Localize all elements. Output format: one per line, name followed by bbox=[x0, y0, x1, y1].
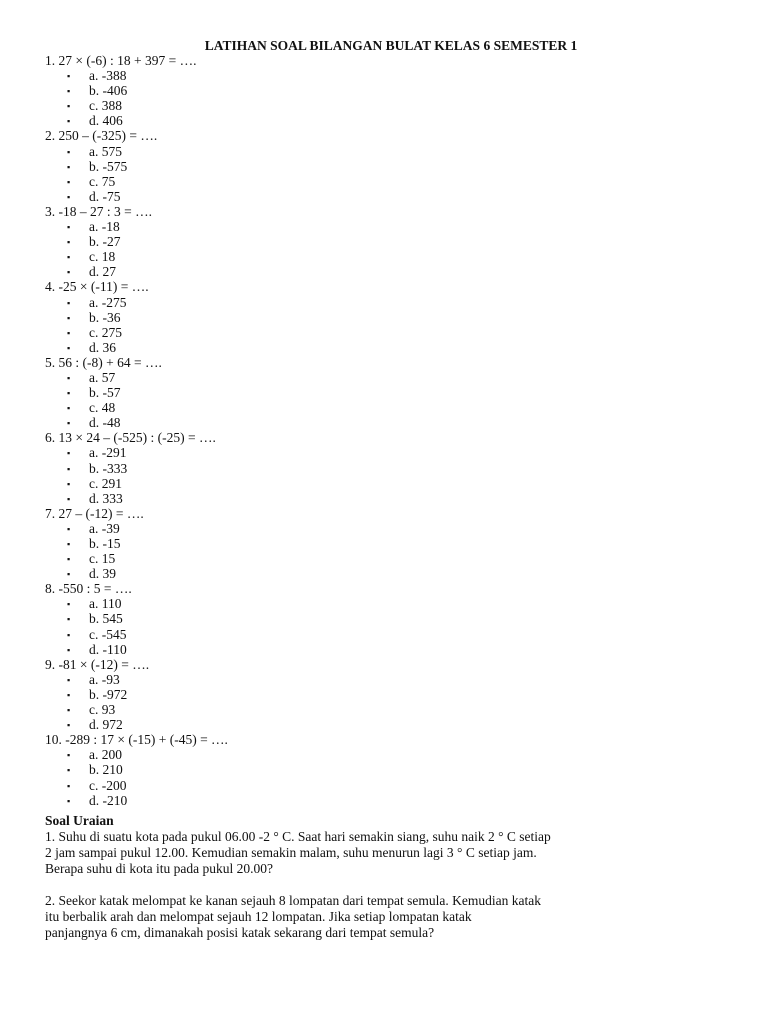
option-label: a. -275 bbox=[89, 294, 127, 310]
option-label: b. -15 bbox=[89, 536, 121, 551]
answer-option bbox=[45, 249, 228, 264]
bullet-icon: ▪ bbox=[67, 342, 71, 353]
bullet-icon: ▪ bbox=[67, 750, 71, 761]
bullet-icon: ▪ bbox=[67, 116, 71, 127]
option-label: c. 291 bbox=[89, 475, 122, 491]
question-2: 2. 250 – (-325) = …. bbox=[45, 128, 158, 144]
bullet-icon: ▪ bbox=[67, 222, 71, 233]
answer-option bbox=[45, 778, 228, 793]
bullet-icon: ▪ bbox=[67, 569, 71, 580]
answer-option bbox=[45, 445, 228, 460]
answer-option bbox=[45, 83, 228, 98]
bullet-icon: ▪ bbox=[67, 146, 71, 157]
option-label: b. -36 bbox=[89, 309, 121, 325]
option-label: a. -93 bbox=[89, 671, 120, 687]
answer-option bbox=[45, 596, 228, 611]
bullet-icon: ▪ bbox=[67, 312, 71, 323]
option-label: a. -18 bbox=[89, 219, 120, 235]
question-3: 3. -18 – 27 : 3 = …. bbox=[45, 203, 152, 219]
answer-option bbox=[45, 702, 228, 717]
bullet-icon: ▪ bbox=[67, 705, 71, 716]
option-label: d. -75 bbox=[89, 188, 121, 204]
bullet-icon: ▪ bbox=[67, 523, 71, 534]
answer-option bbox=[45, 672, 228, 687]
bullet-icon: ▪ bbox=[67, 539, 71, 549]
option-label: c. -545 bbox=[89, 626, 127, 642]
option-label: a. -39 bbox=[89, 520, 120, 536]
answer-option bbox=[45, 536, 228, 551]
answer-option bbox=[45, 627, 228, 642]
bullet-icon: ▪ bbox=[67, 689, 71, 700]
option-label: d. 27 bbox=[89, 264, 116, 280]
answer-option bbox=[45, 68, 228, 83]
bullet-icon: ▪ bbox=[67, 372, 71, 383]
essay-section bbox=[45, 809, 625, 941]
question-8: 8. -550 : 5 = …. bbox=[45, 581, 132, 597]
question-6: 6. 13 × 24 – (-525) : (-25) = …. bbox=[45, 430, 216, 446]
bullet-icon: ▪ bbox=[67, 252, 71, 263]
bullet-icon: ▪ bbox=[67, 388, 71, 399]
answer-option bbox=[45, 385, 228, 400]
option-label: d. 333 bbox=[89, 490, 123, 506]
bullet-icon: ▪ bbox=[67, 478, 71, 489]
bullet-icon: ▪ bbox=[67, 644, 71, 655]
option-label: b. -333 bbox=[89, 460, 128, 476]
option-label: d. 406 bbox=[89, 113, 123, 129]
answer-option bbox=[45, 491, 228, 506]
question-1: 1. 27 × (-6) : 18 + 397 = …. bbox=[45, 53, 197, 68]
option-label: b. -57 bbox=[89, 385, 121, 401]
page-title: LATIHAN SOAL BILANGAN BULAT KELAS 6 SEMESTER 1 bbox=[204, 38, 578, 53]
answer-option bbox=[45, 400, 228, 415]
option-label: b. -575 bbox=[89, 158, 128, 174]
answer-option bbox=[45, 370, 228, 385]
answer-option bbox=[45, 476, 228, 491]
answer-option bbox=[45, 340, 228, 355]
option-label: c. -200 bbox=[89, 777, 127, 793]
bullet-icon: ▪ bbox=[67, 237, 71, 248]
answer-option bbox=[45, 551, 228, 566]
answer-option bbox=[45, 174, 228, 189]
question-10: 10. -289 : 17 × (-15) + (-45) = …. bbox=[45, 732, 228, 748]
bullet-icon: ▪ bbox=[67, 161, 71, 172]
bullet-icon: ▪ bbox=[67, 463, 71, 474]
bullet-icon: ▪ bbox=[67, 795, 71, 806]
answer-option bbox=[45, 219, 228, 234]
bullet-icon: ▪ bbox=[67, 780, 71, 791]
essay-question-1: 1. Suhu di suatu kota pada pukul 06.00 -2 ° C. Saat hari semakin siang, suhu naik 2 ° C setiap 2 jam sampai pukul 12.00. Kemudian semakin malam, suhu menurun lagi 3 ° C setiap jam. Berapa suhu di kota itu pada pukul 20.00? bbox=[45, 829, 551, 876]
option-label: c. 93 bbox=[89, 702, 116, 718]
answer-option bbox=[45, 717, 228, 732]
option-label: a. 575 bbox=[89, 143, 122, 159]
question-9: 9. -81 × (-12) = …. bbox=[45, 656, 150, 672]
answer-option bbox=[45, 325, 228, 340]
bullet-icon: ▪ bbox=[67, 629, 71, 640]
question-4: 4. -25 × (-11) = …. bbox=[45, 279, 149, 295]
answer-option bbox=[45, 566, 228, 581]
bullet-icon: ▪ bbox=[67, 71, 71, 82]
answer-option bbox=[45, 793, 228, 808]
option-label: c. 15 bbox=[89, 551, 116, 567]
essay-question-2: 2. Seekor katak melompat ke kanan sejauh 8 lompatan dari tempat semula. Kemudian katak itu berbalik arah dan melompat sejauh 12 lompatan. Jika setiap lompatan katak panjangnya 6 cm, dimanakah posisi katak sekarang dari tempat semula? bbox=[45, 893, 541, 940]
answer-option bbox=[45, 113, 228, 128]
essay-heading: Soal Uraian bbox=[45, 813, 114, 828]
option-label: b. -406 bbox=[89, 83, 128, 99]
answer-option bbox=[45, 189, 228, 204]
bullet-icon: ▪ bbox=[67, 493, 71, 504]
option-label: b. 545 bbox=[89, 611, 123, 627]
option-label: c. 75 bbox=[89, 173, 116, 189]
answer-option bbox=[45, 295, 228, 310]
answer-option bbox=[45, 144, 228, 159]
answer-option bbox=[45, 521, 228, 536]
bullet-icon: ▪ bbox=[67, 554, 71, 565]
bullet-icon: ▪ bbox=[67, 176, 71, 187]
bullet-icon: ▪ bbox=[67, 448, 71, 459]
answer-option bbox=[45, 747, 228, 762]
answer-option bbox=[45, 159, 228, 174]
option-label: a. 57 bbox=[89, 369, 116, 385]
option-label: d. 36 bbox=[89, 339, 116, 355]
answer-option bbox=[45, 234, 228, 249]
bullet-icon: ▪ bbox=[67, 599, 71, 610]
answer-option bbox=[45, 642, 228, 657]
bullet-icon: ▪ bbox=[67, 765, 71, 776]
bullet-icon: ▪ bbox=[67, 191, 71, 202]
bullet-icon: ▪ bbox=[67, 614, 71, 625]
option-label: d. -210 bbox=[89, 792, 128, 808]
option-label: d. 972 bbox=[89, 717, 123, 733]
answer-option bbox=[45, 415, 228, 430]
option-label: a. -291 bbox=[89, 445, 127, 461]
option-label: b. 210 bbox=[89, 762, 123, 778]
option-label: b. -27 bbox=[89, 234, 121, 250]
option-label: a. -388 bbox=[89, 68, 127, 84]
option-label: c. 275 bbox=[89, 324, 122, 340]
answer-option bbox=[45, 461, 228, 476]
bullet-icon: ▪ bbox=[67, 418, 71, 429]
bullet-icon: ▪ bbox=[67, 101, 71, 112]
answer-option bbox=[45, 98, 228, 113]
answer-option bbox=[45, 762, 228, 777]
question-7: 7. 27 – (-12) = …. bbox=[45, 505, 144, 521]
option-label: c. 18 bbox=[89, 249, 116, 265]
option-label: c. 48 bbox=[89, 400, 116, 416]
bullet-icon: ▪ bbox=[67, 267, 71, 278]
option-label: b. -972 bbox=[89, 686, 128, 702]
answer-option bbox=[45, 687, 228, 702]
bullet-icon: ▪ bbox=[67, 327, 71, 338]
question-5: 5. 56 : (-8) + 64 = …. bbox=[45, 354, 162, 370]
question-list bbox=[45, 53, 228, 808]
option-label: d. -110 bbox=[89, 641, 127, 657]
option-label: d. -48 bbox=[89, 415, 121, 431]
answer-option bbox=[45, 611, 228, 626]
bullet-icon: ▪ bbox=[67, 297, 71, 308]
bullet-icon: ▪ bbox=[67, 86, 71, 97]
option-label: c. 388 bbox=[89, 98, 122, 114]
answer-option bbox=[45, 310, 228, 325]
option-label: a. 110 bbox=[89, 596, 122, 612]
bullet-icon: ▪ bbox=[67, 674, 71, 685]
option-label: a. 200 bbox=[89, 747, 122, 763]
bullet-icon: ▪ bbox=[67, 403, 71, 414]
answer-option bbox=[45, 264, 228, 279]
option-label: d. 39 bbox=[89, 566, 116, 582]
bullet-icon: ▪ bbox=[67, 720, 71, 731]
